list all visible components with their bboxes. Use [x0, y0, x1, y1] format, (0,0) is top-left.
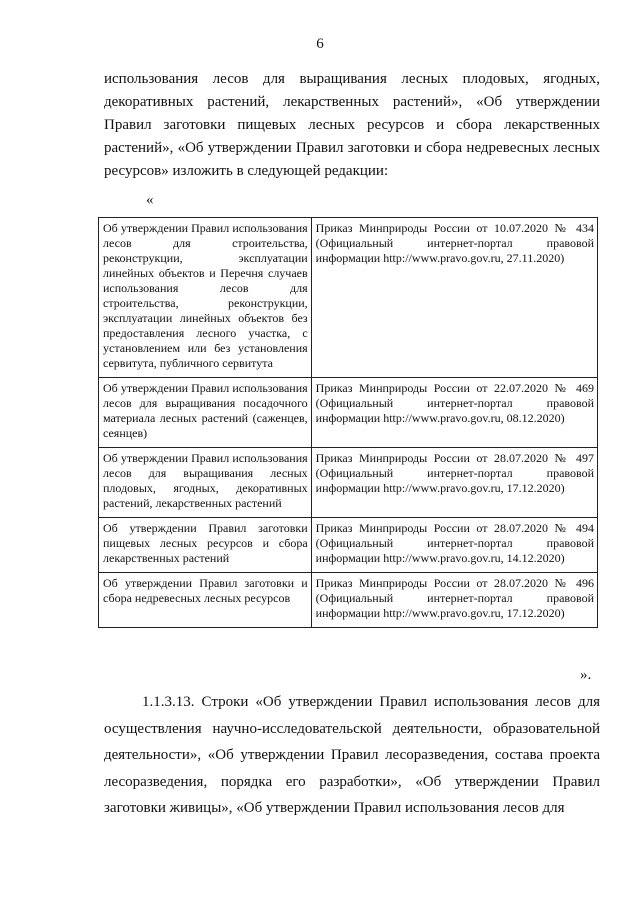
act-title-cell: Об утверждении Правил заготовки и сбора недревесных лесных ресурсов	[99, 573, 312, 628]
act-title-cell: Об утверждении Правил использования лесов для строительства, реконструкции, эксплуатации линейных объектов и Перечня случаев использования лесов для строительства, реконструкции, эксплуатации линейных объектов без предоставления лесного участка, с установлением или без установления сервитута, публичного сервитута	[99, 218, 312, 378]
table-row	[99, 378, 598, 448]
table-row	[99, 573, 598, 628]
opening-paragraph: использования лесов для выращивания лесных плодовых, ягодных, декоративных растений, лекарственных растений», «Об утверждении Правил заготовки пищевых лесных ресурсов и сбора лекарственных растений», «Об утверждении Правил заготовки и сбора недревесных лесных ресурсов» изложить в следующей редакции:	[104, 71, 600, 179]
opening-quote-mark: «	[146, 192, 154, 208]
act-title-cell: Об утверждении Правил использования лесов для выращивания посадочного материала лесных растений (саженцев, сеянцев)	[99, 378, 312, 448]
act-order-cell: Приказ Минприроды России от 22.07.2020 № 469 (Официальный интернет-портал правовой информации http://www.pravo.gov.ru, 08.12.2020)	[311, 378, 597, 448]
closing-paragraph: 1.1.3.13. Строки «Об утверждении Правил использования лесов для осуществления научно-исследовательской деятельности, образовательной деятельности», «Об утверждении Правил лесоразведения, состава проекта лесоразведения, порядка его разработки», «Об утверждении Правил заготовки живицы», «Об утверждении Правил использования лесов для	[104, 694, 600, 816]
legal-acts-table	[98, 217, 598, 628]
act-order-cell: Приказ Минприроды России от 28.07.2020 № 496 (Официальный интернет-портал правовой информации http://www.pravo.gov.ru, 17.12.2020)	[311, 573, 597, 628]
table-row	[99, 448, 598, 518]
table-row	[99, 218, 598, 378]
table-row	[99, 518, 598, 573]
page-number: 6	[316, 36, 324, 52]
act-title-cell: Об утверждении Правил заготовки пищевых лесных ресурсов и сбора лекарственных растений	[99, 518, 312, 573]
act-order-cell: Приказ Минприроды России от 28.07.2020 № 494 (Официальный интернет-портал правовой информации http://www.pravo.gov.ru, 14.12.2020)	[311, 518, 597, 573]
act-title-cell: Об утверждении Правил использования лесов для выращивания лесных плодовых, ягодных, декоративных растений, лекарственных растений	[99, 448, 312, 518]
act-order-cell: Приказ Минприроды России от 10.07.2020 № 434 (Официальный интернет-портал правовой информации http://www.pravo.gov.ru, 27.11.2020)	[311, 218, 597, 378]
act-order-cell: Приказ Минприроды России от 28.07.2020 № 497 (Официальный интернет-портал правовой информации http://www.pravo.gov.ru, 17.12.2020)	[311, 448, 597, 518]
closing-quote-mark: ».	[580, 667, 592, 683]
